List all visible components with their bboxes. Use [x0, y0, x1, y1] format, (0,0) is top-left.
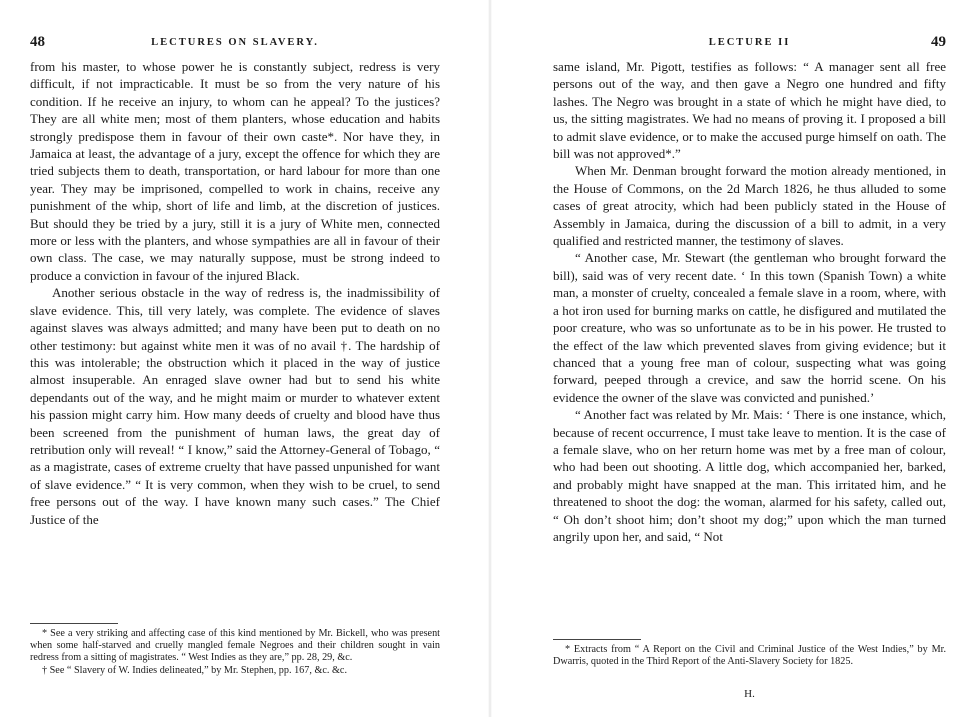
page-number: 49 — [931, 34, 946, 50]
paragraph: Another serious obstacle in the way of redress is, the inadmissibility of slave evidence. This, till very lately, was complete. The evidence of slaves against slaves was always admitted; and many have been put to death on no other testimony: but against white men it was of no avail †. The hardship of this was intolerable; the obstruction which it placed in the way of justice almost insuperable. An enraged slave owner had but to send his white dependants out of the way, and he might maim or murder to whatever extent his passion might carry him. How many deeds of cruelty and blood have thus been screened from the punishment of human laws, the great day of retribution only will reveal! “ I know,” said the Attorney-General of Tobago, “ as a magistrate, cases of extreme cruelty that have passed unpunished for want of slave evidence.” “ It is very common, when they wish to be cruel, to send free persons out of the way. I have known many such cases.” The Chief Justice of the — [30, 285, 440, 527]
left-page — [30, 0, 440, 717]
running-head: LECTURES ON SLAVERY. — [151, 37, 319, 48]
paragraph: “ Another fact was related by Mr. Mais: ‘ There is one instance, which, because of recent occurrence, I must take leave to mention. It is the case of a female slave, who on her return home was met by a free man of colour, who had been out shooting. A little dog, which accompanied her, barked, and probably might have snapped at the man. This irritated him, and he threatened to shoot the dog: the woman, alarmed for his safety, called out, “ Oh don’t shoot him; don’t shoot my dog;” upon which the man turned angrily upon her, and said, “ Not — [553, 407, 946, 544]
page-number: 48 — [30, 34, 45, 50]
paragraph: When Mr. Denman brought forward the motion already mentioned, in the House of Commons, on the 2d March 1826, he thus alluded to some cases of great atrocity, which had been publicly stated in the House of Assembly in Jamaica, during the discussion of a bill to admit, in a very qualified and restricted manner, the testimony of slaves. — [553, 163, 946, 249]
footnote-rule — [30, 623, 118, 624]
running-head: LECTURE II — [708, 37, 791, 48]
footnote-rule — [553, 639, 641, 640]
right-page-footnotes — [553, 644, 946, 668]
right-page-body — [553, 58, 946, 545]
paragraph: “ Another case, Mr. Stewart (the gentleman who brought forward the bill), said was of very recent date. ‘ In this town (Spanish Town) a white man, a monster of cruelty, concealed a female slave in a room, where, with a hot iron used for burning marks on cattle, he disfigured and mutilated the poor creature, who was so unfortunate as to be in his power. He trusted to the effect of the law which prevented slaves from giving evidence; but it chanced that a young free man of colour, suspecting what was going forward, peeped through a crevice, and saw the horrid scene. On his evidence the owner of the slave was convicted and punished.’ — [553, 250, 946, 405]
left-page-header — [30, 34, 440, 52]
left-page-footnotes — [30, 628, 440, 677]
footnote: * See a very striking and affecting case of this kind mentioned by Mr. Bickell, who was present when some half-starved and cruelly mangled female Negroes and their children sought in vain redress from a sitting of magistrates. “ West Indies as they are,” pp. 28, 29, &c. — [30, 628, 440, 664]
paragraph: same island, Mr. Pigott, testifies as follows: “ A manager sent all free persons out of the way, and then gave a Negro one hundred and fifty lashes. The Negro was brought in a state of which he might have died, to us, the sitting magistrates. We had no means of proving it. I proposed a bill to admit slave evidence, or to make the accused purge himself on oath. The bill was not approved*.” — [553, 59, 946, 162]
left-page-body — [30, 58, 440, 528]
footnote: † See “ Slavery of W. Indies delineated,” by Mr. Stephen, pp. 167, &c. &c. — [42, 664, 347, 676]
signature-mark: H. — [744, 688, 755, 700]
right-page-header — [553, 34, 946, 52]
footnote: * Extracts from “ A Report on the Civil and Criminal Justice of the West Indies,” by Mr. Dwarris, quoted in the Third Report of the Anti-Slavery Society for 1825. — [553, 644, 946, 668]
book-gutter — [488, 0, 492, 717]
right-page — [553, 0, 946, 717]
paragraph: from his master, to whose power he is constantly subject, redress is very difficult, if not impracticable. It must be so from the very nature of his condition. If he receive an injury, to whom can he appeal? To the justices? They are all white men; most of them planters, whose education and habits strongly predispose them in favour of their own caste*. Nor have they, in Jamaica at least, the advantage of a jury, except the offence for which they are tried subjects them to death, transportation, or hard labour for more than one year. They may be imprisoned, compelled to work in chains, receive any punishment of the whip, short of life and limb, at the discretion of justices. But should they be tried by a jury, still it is a jury of White men, connected more or less with the planters, and whose sympathies are all in favour of their own class. The case, we may naturally suppose, must be strong indeed to produce a conviction in favour of the injured Black. — [30, 59, 440, 283]
